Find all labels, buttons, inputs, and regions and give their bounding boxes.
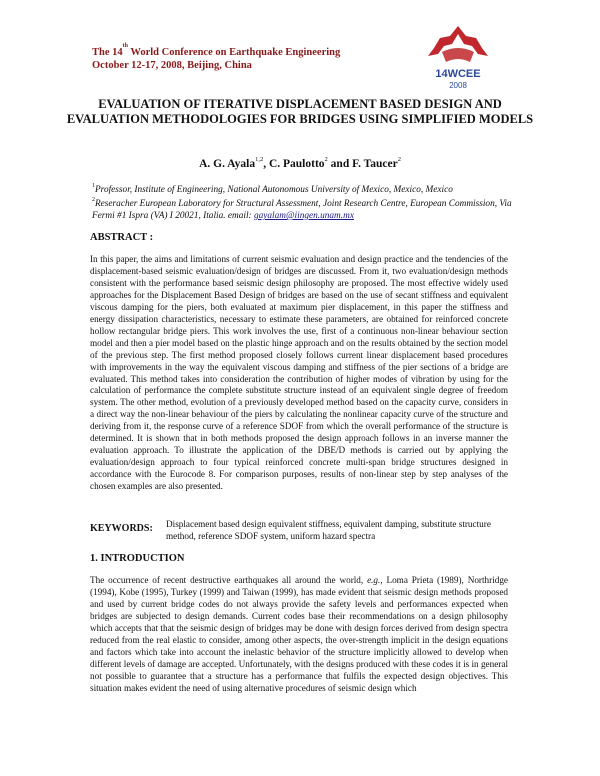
conference-header [92, 40, 340, 72]
logo-wave-icon [442, 48, 474, 62]
abstract-text: In this paper, the aims and limitations of current seismic evaluation and design practice and the tendencies of the displacement-based seismic evaluation/design of bridges are discussed. From it, two evaluation/design methods consistent with the performance based seismic design philosophy are proposed. The most effective widely used approaches for the Displacement Based Design of bridges are based on the use of secant stiffness and equivalent viscous damping for the piers, both evaluated at maximum pier displacement, in this paper the stiffness and energy dissipation characteristics, necessary to estimate these parameters, are obtained for reinforced concrete hollow rectangular bridge piers. This work involves the use, first of a continuous non-linear behaviour section model and then a pier model based on the plastic hinge approach and on the results obtained by the section model of the previous step. The first method proposed closely follows current linear displacement based procedures with improvements in the way the equivalent viscous damping and stiffness of the pier sections of a bridge are evaluated. This method takes into consideration the contribution of higher modes of vibration by using for the calculation of performance the complete substitute structure instead of an equivalent single degree of freedom system. The other method, evolution of a previously developed method based on the capacity curve, considers in a direct way the non-linear behaviour of the piers by calculating the nonlinear capacity curve of the structure and deriving from it, the response curve of a reference SDOF from which the overall performance of the structure is determined. It is shown that in both methods proposed the design approach follows in an inverse manner the evaluation approach. To illustrate the application of the DBE/D methods is carried out by applying the evaluation/design approach to four typical reinforced concrete multi-span bridge structures designed in accordance with the Eurocode 8. For comparison purposes, results of non-linear step by step analyses of the chosen examples are also presented. [90, 254, 508, 492]
conference-name: The 14th World Conference on Earthquake Engineering [92, 43, 341, 58]
section-heading-introduction: 1. INTRODUCTION [90, 553, 185, 564]
paper-title: EVALUATION OF ITERATIVE DISPLACEMENT BASED DESIGN AND EVALUATION METHODOLOGIES FOR BRIDGES USING SIMPLIFIED MODELS [66, 97, 534, 126]
author-name: F. Taucer [352, 158, 398, 170]
affiliation-2: $^2$Reseracher European Laboratory for Structural Assessment, Joint Research Centre, European Commission, Via Fermi #1 Ispra (VA) I 20021, Italia. email: gayalam@iingen.unam.mx [92, 197, 512, 221]
wcee-logo [420, 22, 496, 92]
conference-dates: October 12-17, 2008, Beijing, China [92, 60, 252, 71]
author-line: A. G. Ayala$^{1,2}$, C. Paulotto$^2$ and F. Taucer$^2$ [199, 156, 401, 170]
email-link[interactable]: gayalam@iingen.unam.mx [253, 211, 354, 221]
logo-year: 2008 [449, 81, 467, 90]
keywords-label: KEYWORDS: [90, 523, 153, 534]
author-name: A. G. Ayala [199, 158, 256, 170]
logo-text: 14WCEE [435, 68, 481, 80]
introduction-text: The occurrence of recent destructive earthquakes all around the world, e.g., Loma Prieta (1989), Northridge (1994), Kobe (1995), Turkey (1999) and Taiwan (1999), has made evident that seismic design methods proposed and used by current bridge codes do not always provide the safety levels and performances expected when bridges are subjected to design demands. Current codes base their recommendations on a design philosophy which accepts that that the seismic design of bridges may be done with design forces derived from design spectra reduced from the real elastic to consider, among other aspects, the over-strength implicit in the design equations and factors which take into account the inelastic behavior of the structure implicitly allowed to develop when different levels of damage are accepted. Unfortunately, with the designs produced with these codes it is in general not possible to guarantee that a structure has a performance that fulfils the expected design objectives. This situation makes evident the need of using alternative procedures of seismic design which [90, 575, 509, 693]
keywords-text: Displacement based design equivalent stiffness, equivalent damping, substitute structure method, reference SDOF system, uniform hazard spectra [166, 519, 491, 541]
abstract-heading: ABSTRACT : [90, 232, 154, 243]
author-name: C. Paulotto [268, 158, 325, 170]
affiliation-1: $^1$Professor, Institute of Engineering, National Autonomous University of Mexico, Mexico, Mexico [92, 183, 453, 195]
